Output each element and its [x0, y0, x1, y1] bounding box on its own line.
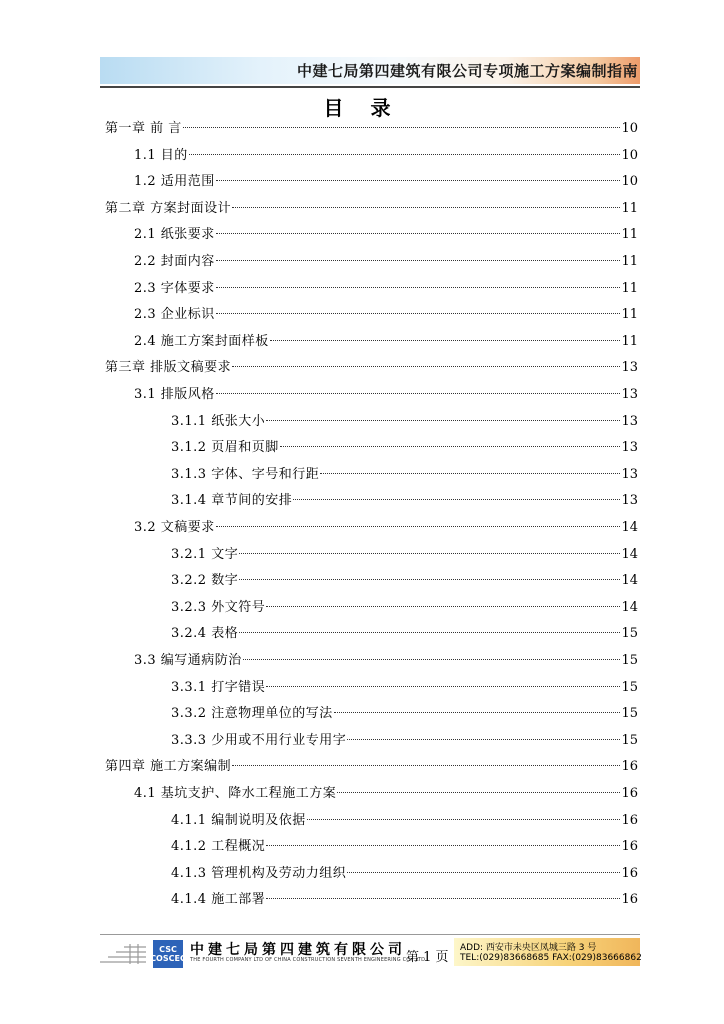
toc-entry-title: 4.1.1 编制说明及依据	[171, 812, 306, 828]
toc-entry[interactable]	[134, 384, 638, 406]
toc-leader-dots	[183, 127, 621, 128]
toc-entry-title: 3.1.3 字体、字号和行距	[171, 466, 320, 482]
footer-decor-lines-icon	[100, 942, 146, 966]
toc-leader-dots	[334, 712, 621, 713]
toc-entry-page: 11	[621, 254, 638, 269]
toc-entry[interactable]	[134, 650, 638, 672]
toc-entry-title: 3.1 排版风格	[134, 387, 215, 402]
toc-entry[interactable]	[171, 889, 638, 911]
header-title: 中建七局第四建筑有限公司专项施工方案编制指南	[296, 62, 638, 80]
toc-entry-title: 3.1.1 纸张大小	[171, 413, 266, 429]
toc-entry-title: 2.3 字体要求	[134, 280, 215, 296]
toc-entry-page: 15	[621, 679, 638, 695]
toc-entry[interactable]	[134, 278, 638, 300]
toc-entry-title: 第四章 施工方案编制	[105, 759, 232, 775]
page-number: 第 1 页	[406, 950, 449, 965]
toc-entry[interactable]	[171, 623, 638, 645]
toc-entry-page: 10	[621, 147, 638, 163]
toc-leader-dots	[189, 154, 621, 155]
toc-entry-page: 10	[621, 174, 638, 190]
toc-entry-title: 2.3 企业标识	[134, 307, 215, 323]
logo-text-bottom: COSCEC	[150, 954, 186, 963]
toc-entry[interactable]	[134, 517, 638, 539]
toc-entry-page: 11	[621, 333, 638, 349]
toc-leader-dots	[239, 579, 620, 580]
toc-leader-dots	[216, 233, 621, 234]
toc-entry[interactable]	[105, 118, 638, 140]
header-rule	[100, 86, 640, 88]
toc-leader-dots	[239, 632, 620, 633]
toc-entry-title: 第一章 前 言	[105, 121, 182, 136]
toc-leader-dots	[232, 366, 620, 367]
toc-entry-page: 16	[621, 865, 638, 881]
toc-entry-page: 16	[621, 892, 638, 908]
toc-leader-dots	[216, 526, 621, 527]
toc-entry[interactable]	[171, 437, 638, 459]
toc-entry[interactable]	[134, 145, 638, 167]
toc-entry[interactable]	[171, 570, 638, 592]
toc-entry-title: 3.2.3 外文符号	[171, 599, 266, 615]
footer-company-name-en: THE FOURTH COMPANY LTD OF CHINA CONSTRUCTION SEVENTH ENGINEERING CO., LTD	[190, 957, 426, 963]
toc-entry-page: 15	[621, 653, 638, 668]
toc-leader-dots	[239, 553, 620, 554]
toc-entry-title: 4.1.2 工程概况	[171, 839, 266, 855]
toc-leader-dots	[266, 686, 620, 687]
logo-text-top: CSC	[159, 945, 177, 954]
toc-entry-page: 11	[621, 307, 638, 323]
toc-entry-title: 1.2 适用范围	[134, 174, 215, 190]
toc-entry-page: 11	[621, 280, 638, 296]
toc-entry[interactable]	[171, 863, 638, 885]
toc-entry[interactable]	[171, 490, 638, 512]
toc-entry[interactable]	[134, 251, 638, 273]
toc-entry-title: 3.2.2 数字	[171, 573, 239, 589]
toc-entry-title: 3.2.4 表格	[171, 626, 239, 642]
toc-entry-page: 16	[621, 839, 638, 855]
footer-address: ADD: 西安市未央区凤城三路 3 号	[460, 943, 597, 953]
toc-entry-title: 3.3.3 少用或不用行业专用字	[171, 732, 347, 748]
toc-entry-page: 16	[621, 812, 638, 828]
toc-entry[interactable]	[134, 304, 638, 326]
toc-leader-dots	[280, 446, 621, 447]
toc-leader-dots	[266, 606, 620, 607]
toc-entry[interactable]	[171, 677, 638, 699]
toc-entry[interactable]	[171, 836, 638, 858]
toc-entry-title: 2.1 纸张要求	[134, 227, 215, 243]
toc-entry[interactable]	[171, 597, 638, 619]
toc-leader-dots	[337, 792, 620, 793]
toc-entry-page: 13	[621, 466, 638, 482]
toc-entry[interactable]	[171, 464, 638, 486]
toc-entry[interactable]	[171, 544, 638, 566]
toc-entry-title: 第三章 排版文稿要求	[105, 360, 232, 376]
toc-entry-title: 4.1 基坑支护、降水工程施工方案	[134, 786, 337, 801]
toc-leader-dots	[216, 313, 621, 314]
toc-entry-title: 2.4 施工方案封面样板	[134, 333, 269, 349]
toc-entry-title: 2.2 封面内容	[134, 254, 215, 269]
toc-leader-dots	[232, 765, 620, 766]
toc-entry[interactable]	[134, 224, 638, 246]
toc-leader-dots	[216, 287, 621, 288]
toc-entry-page: 15	[621, 732, 638, 748]
toc-leader-dots	[216, 260, 621, 261]
toc-leader-dots	[266, 898, 620, 899]
toc-entry-page: 16	[621, 759, 638, 775]
toc-leader-dots	[347, 739, 620, 740]
toc-entry-page: 10	[621, 121, 638, 136]
toc-leader-dots	[347, 872, 620, 873]
toc-entry-title: 3.3 编写通病防治	[134, 653, 242, 668]
toc-leader-dots	[270, 340, 621, 341]
toc-entry-title: 3.2 文稿要求	[134, 520, 215, 535]
toc-leader-dots	[266, 845, 620, 846]
footer-company-name: 中建七局第四建筑有限公司	[190, 942, 406, 958]
toc-entry[interactable]	[134, 331, 638, 353]
toc-entry-title: 3.2.1 文字	[171, 546, 239, 562]
toc-leader-dots	[232, 207, 620, 208]
toc-entry[interactable]	[105, 198, 638, 220]
toc-entry[interactable]	[134, 171, 638, 193]
toc-entry-title: 第二章 方案封面设计	[105, 200, 232, 216]
toc-entry-title: 4.1.4 施工部署	[171, 892, 266, 908]
toc-entry-page: 13	[621, 493, 638, 509]
toc-entry-title: 3.1.2 页眉和页脚	[171, 440, 279, 456]
toc-leader-dots	[243, 659, 621, 660]
toc-entry-page: 15	[621, 626, 638, 642]
toc-entry[interactable]	[171, 730, 638, 752]
toc-title: 目 录	[323, 96, 401, 120]
toc-entry-page: 14	[621, 520, 638, 535]
toc-entry-page: 13	[621, 413, 638, 429]
toc-entry[interactable]	[105, 756, 638, 778]
toc-entry-title: 3.3.1 打字错误	[171, 679, 266, 695]
toc-entry-page: 13	[621, 440, 638, 456]
toc-entry-page: 14	[621, 573, 638, 589]
toc-entry-page: 11	[621, 227, 638, 243]
toc-entry-title: 1.1 目的	[134, 147, 188, 163]
toc-entry[interactable]	[171, 703, 638, 725]
toc-entry[interactable]	[105, 357, 638, 379]
toc-entry-title: 3.3.2 注意物理单位的写法	[171, 706, 333, 722]
toc-leader-dots	[293, 499, 620, 500]
toc-leader-dots	[320, 473, 620, 474]
toc-entry-title: 4.1.3 管理机构及劳动力组织	[171, 865, 347, 881]
toc-entry-page: 13	[621, 387, 638, 402]
footer-phone-fax: TEL:(029)83668685 FAX:(029)83666862	[460, 953, 642, 963]
toc-entry-page: 14	[621, 599, 638, 615]
toc-entry[interactable]	[171, 810, 638, 832]
toc-leader-dots	[307, 819, 621, 820]
company-logo	[150, 940, 186, 968]
toc-entry-page: 14	[621, 546, 638, 562]
toc-entry-page: 13	[621, 360, 638, 376]
footer-rule	[100, 934, 640, 935]
toc-entry[interactable]	[134, 783, 638, 805]
toc-entry-page: 15	[621, 706, 638, 722]
toc-entry-page: 11	[621, 200, 638, 216]
toc-leader-dots	[266, 420, 620, 421]
toc-entry-page: 16	[621, 786, 638, 801]
toc-entry[interactable]	[171, 411, 638, 433]
toc-leader-dots	[216, 180, 621, 181]
toc-leader-dots	[216, 393, 621, 394]
toc-entry-title: 3.1.4 章节间的安排	[171, 493, 293, 509]
